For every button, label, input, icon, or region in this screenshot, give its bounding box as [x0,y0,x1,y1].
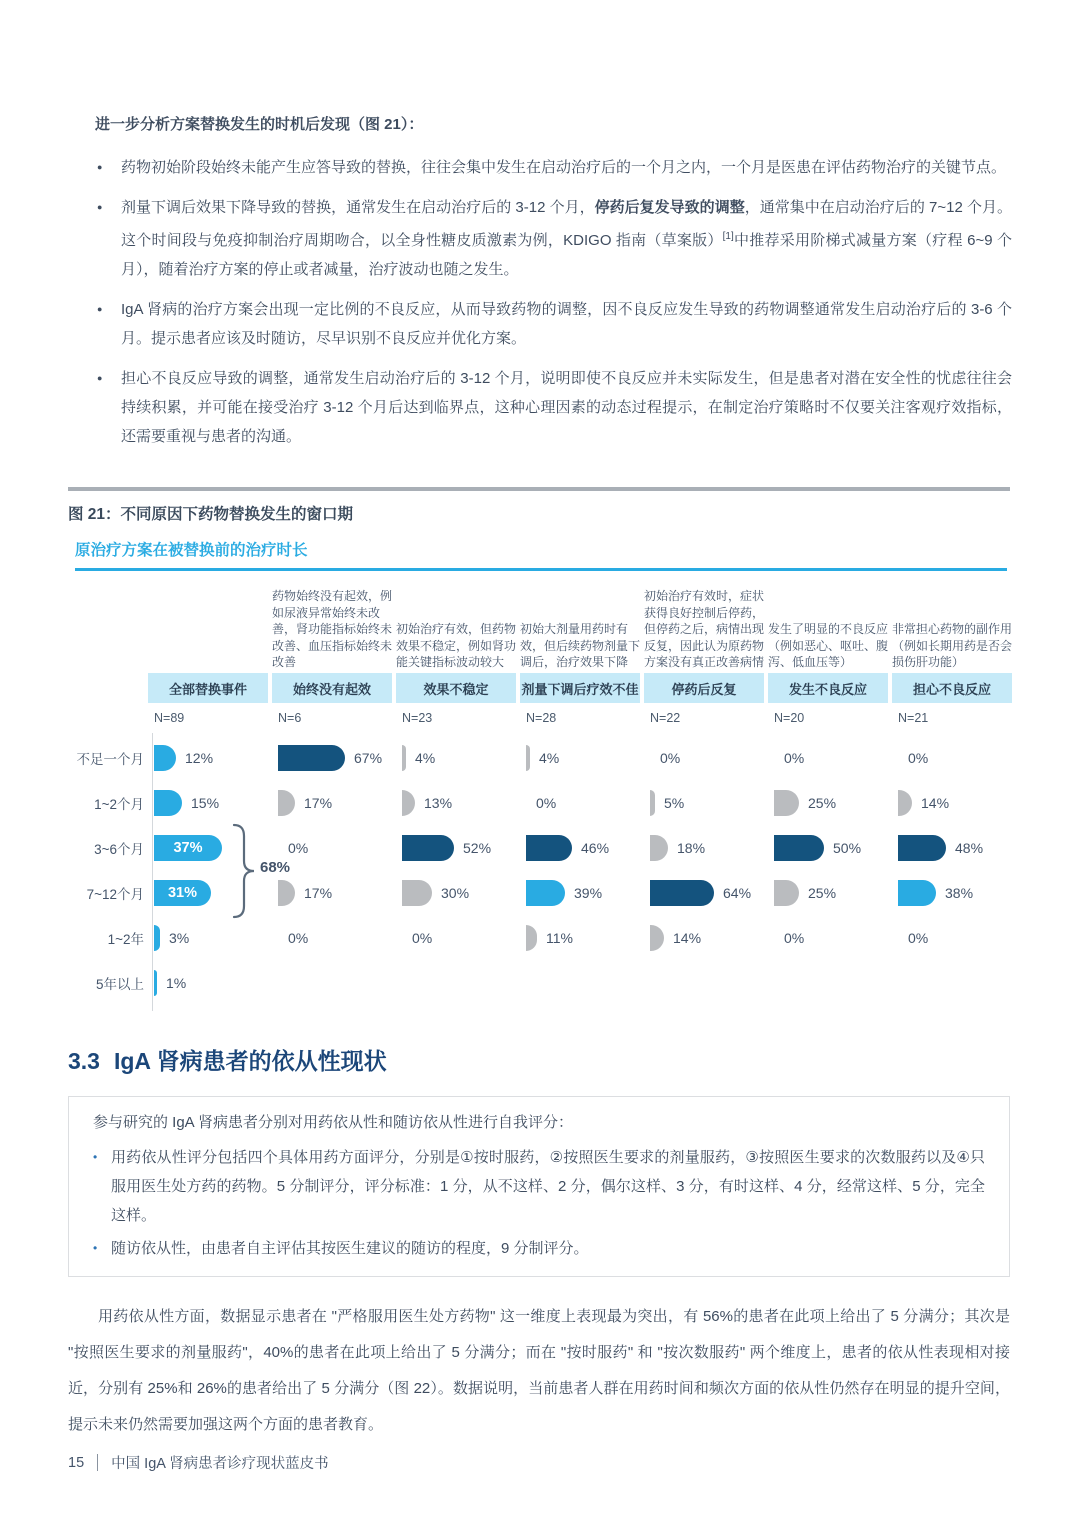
bar-row [650,735,680,780]
section-heading [68,1046,1010,1076]
bar-value-label: 39% [574,884,603,901]
figure-title: 图 21：不同原因下药物替换发生的窗口期 [68,506,354,523]
series-n-label: N=21 [898,711,929,725]
bar-row [526,780,556,825]
bullet-icon: ● [97,162,103,172]
list-item [93,1234,985,1263]
bar-row [526,825,609,870]
analysis-bullet-list [95,153,1012,451]
category-label: 5年以上 [95,976,144,992]
series-n-label: N=6 [278,711,302,725]
bar [898,880,936,906]
bar-value-label: 0% [908,749,929,766]
bar [278,790,295,816]
bar-row [154,870,211,915]
bar [774,790,799,816]
series-header: 停药后反复 [644,673,764,703]
figure-21 [0,487,1080,1009]
list-item [95,295,1012,353]
bar [650,880,714,906]
section-title: IgA 肾病患者的依从性现状 [113,1048,387,1074]
bar [526,745,530,771]
section-divider [68,487,1010,491]
bullet-text [121,193,1012,284]
series-description: 初始治疗有效，但药物效果不稳定，例如肾功能关键指标波动较大 [396,622,517,670]
bullet-icon: ● [97,373,103,383]
bullet-icon: ● [97,304,103,314]
footer-title: 中国 IgA 肾病患者诊疗现状蓝皮书 [111,1456,329,1472]
bar-value-label: 14% [921,794,950,811]
page-footer [68,1452,329,1473]
bar-value-label: 15% [191,794,220,811]
bar [278,880,295,906]
bar-row [402,735,435,780]
bar-row [278,780,332,825]
bar [898,790,912,816]
bar-value-label: 12% [185,749,214,766]
bar-value-label: 0% [412,929,433,946]
adherence-paragraph: 用药依从性方面，数据显示患者在 "严格服用医生处方药物" 这一维度上表现最为突出，有 56%的患者在此项上给出了 5 分满分；其次是 "按照医生要求的剂量服药"，40%的患者在此项上给出了 5 分满分；而在 "按时服药" 和 "按次数服药" 两个维度上，患者的依从性表现相对接近，分别有 25%和 26%的患者给出了 5 分满分（图 22）。数据说明，当前患者人群在用药时间和频次方面的依从性仍然存在明显的提升空间，提示未来仍然需要加强这两个方面的患者教育。 [68,1308,1010,1433]
list-item [95,153,1012,182]
bar-value-label: 67% [354,749,383,766]
series-n-label: N=23 [402,711,433,725]
bar-row [402,825,491,870]
bar [402,835,454,861]
bullet-text: 药物初始阶段始终未能产生应答导致的替换，往往会集中发生在启动治疗后的一个月之内，一个月是医患在评估药物治疗的关键节点。 [121,159,1007,176]
bar-row [898,870,973,915]
series-description: 非常担心药物的副作用（例如长期用药是否会损伤肝功能） [892,622,1013,670]
bracket-icon [231,823,257,919]
series-description: 初始大剂量用药时有效，但后续药物剂量下调后，治疗效果下降 [520,622,641,670]
list-item [95,193,1012,284]
series-header: 全部替换事件 [148,673,268,703]
analysis-intro: 进一步分析方案替换发生的时机后发现（图 21）： [95,116,424,133]
series-description: 初始治疗有效时，症状获得良好控制后停药，但停药之后，病情出现反复，因此认为原药物方案没有真正改善病情 [644,589,765,670]
series-description: 发生了明显的不良反应（例如恶心、呕吐、腹泻、低血压等） [768,622,889,670]
bar-row [154,780,219,825]
bullet-text: 担心不良反应导致的调整，通常发生启动治疗后的 3-12 个月，说明即使不良反应并未实际发生，但是患者对潜在安全性的忧虑往往会持续积累，并可能在接受治疗 3-12 个月后达到临界点，这种心理因素的动态过程提示，在制定治疗策略时不仅要关注客观疗效指标，还需要重视与患者的沟通。 [121,370,1012,445]
chart-axis-line [152,733,153,1011]
bullet-icon: ● [97,202,103,212]
bracket-value-label: 68% [260,859,291,876]
list-item [93,1143,985,1230]
category-label: 3~6个月 [94,841,144,857]
bullet-text: IgA 肾病的治疗方案会出现一定比例的不良反应，从而导致药物的调整，因不良反应发生导致的药物调整通常发生启动治疗后的 3-6 个月。提示患者应该及时随访，尽早识别不良反应并优化方案。 [121,301,1012,347]
page-number: 15 [68,1454,85,1471]
bar [526,925,537,951]
bar-row [402,870,469,915]
bar [154,790,182,816]
bullet-text-segment: 剂量下调后效果下降导致的替换，通常发生在启动治疗后的 3-12 个月， [121,199,595,216]
bar [154,970,157,996]
category-label: 不足一个月 [76,751,144,767]
bar-row [154,960,186,1005]
bar [774,880,799,906]
bar-row [278,915,308,960]
bar-row [650,915,701,960]
bar [154,880,211,906]
bar-row [650,780,684,825]
series-n-label: N=20 [774,711,805,725]
bar-value-label: 4% [539,749,560,766]
bar-value-label: 52% [463,839,492,856]
bar-value-label: 25% [808,884,837,901]
section-3-3 [68,1046,1010,1443]
box-item-text: 随访依从性，由患者自主评估其按医生建议的随访的程度，9 分制评分。 [111,1240,589,1257]
bar-value-label: 0% [288,929,309,946]
bar-row [154,915,189,960]
bullet-icon: • [93,1241,98,1255]
bar-value-label: 0% [660,749,681,766]
bar-value-label: 5% [664,794,685,811]
section-number: 3.3 [68,1048,100,1074]
category-label: 7~12个月 [86,886,144,902]
bar [774,835,824,861]
bullet-text-segment: ，通常集中在启动治疗后的 7~12 个月。这个时间段与免疫抑制治疗周期吻合，以全身性糖皮质激素为例，KDIGO 指南（草案版） [121,199,1012,249]
bar-value-label: 0% [908,929,929,946]
bar-value-label: 30% [441,884,470,901]
bar-row [898,825,983,870]
bar-value-label: 11% [546,929,573,946]
series-header: 效果不稳定 [396,673,516,703]
bar-value-label: 4% [415,749,436,766]
bar-row [774,825,861,870]
bar [402,790,415,816]
bar-row [402,915,432,960]
category-label: 1~2年 [107,931,144,947]
bullet-icon: • [93,1150,98,1164]
bar-value-label: 0% [784,749,805,766]
series-header: 剂量下调后疗效不佳 [520,673,640,703]
bar [650,925,664,951]
bar-value-label: 46% [581,839,610,856]
bar-row [898,735,928,780]
bar-value-label: 18% [677,839,706,856]
bar [650,790,655,816]
bar-value-label: 25% [808,794,837,811]
bar-value-label: 48% [955,839,984,856]
category-label: 1~2个月 [94,796,144,812]
bar-value-label: 1% [166,974,187,991]
bar-row [898,915,928,960]
bar [402,745,406,771]
bar [526,880,565,906]
bar-row [278,870,332,915]
bar-row [650,870,751,915]
adherence-definition-box [68,1096,1010,1277]
bar [278,745,345,771]
bar [650,835,668,861]
bar-value-label: 64% [723,884,752,901]
figure-21-chart [64,571,1076,1009]
bar-value-label: 3% [169,929,190,946]
bar-row [774,915,804,960]
series-header: 担心不良反应 [892,673,1012,703]
bar-row [526,915,573,960]
bar-row [898,780,949,825]
bar-value-label: 31% [167,884,198,901]
bar [402,880,432,906]
bar [154,745,176,771]
series-n-label: N=89 [154,711,185,725]
bar-row [774,870,836,915]
bar-value-label: 38% [945,884,974,901]
bar-value-label: 17% [304,884,333,901]
bar-value-label: 0% [784,929,805,946]
bar-row [402,780,452,825]
bar-row [154,825,222,870]
bar-value-label: 0% [536,794,557,811]
bar-row [526,870,602,915]
bar-value-label: 17% [304,794,333,811]
bar [898,835,946,861]
bar-row [774,780,836,825]
series-n-label: N=22 [650,711,681,725]
series-header: 始终没有起效 [272,673,392,703]
bar-row [650,825,705,870]
bar-row [526,735,559,780]
bar-value-label: 50% [833,839,862,856]
bar-row [774,735,804,780]
series-n-label: N=28 [526,711,557,725]
series-header: 发生不良反应 [768,673,888,703]
figure-subtitle: 原治疗方案在被替换前的治疗时长 [75,542,308,559]
bar [154,835,222,861]
bullet-text-bold-segment: 停药后复发导致的调整 [594,199,745,216]
bar-row [154,735,213,780]
bar [154,925,160,951]
bullet-text-segment: 中推荐采用阶梯式减量方案（疗程 6~9 个月），随着治疗方案的停止或者减量，治疗波动也随之发生。 [121,232,1013,278]
box-intro: 参与研究的 IgA 肾病患者分别对用药依从性和随访依从性进行自我评分： [93,1114,574,1131]
bar [526,835,572,861]
reference-superscript: [1] [722,231,734,242]
list-item [95,364,1012,451]
footer-divider [97,1454,98,1471]
analysis-section [95,110,1012,462]
series-description: 药物始终没有起效，例如尿液异常始终未改善，肾功能指标始终未改善、血压指标始终未改善 [272,589,393,670]
bar-value-label: 37% [173,839,203,856]
bar-value-label: 13% [424,794,453,811]
bar-row [278,735,382,780]
series-description [148,571,268,671]
bar-value-label: 0% [288,839,309,856]
box-item-text: 用药依从性评分包括四个具体用药方面评分，分别是①按时服药，②按照医生要求的剂量服药，③按照医生要求的次数服药以及④只服用医生处方药的药物。5 分制评分，评分标准：1 分，从不这样、2 分，偶尔这样、3 分，有时这样、4 分，经常这样、5 分，完全这样。 [111,1149,985,1224]
bar-value-label: 14% [673,929,702,946]
